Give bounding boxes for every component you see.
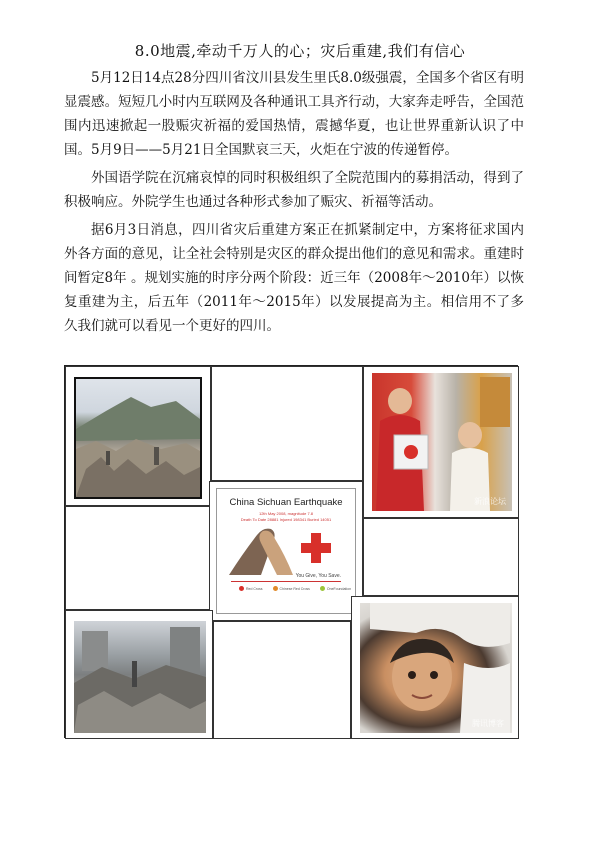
poster-stats-line: Death To Date 28881 Injured 198341 Buried 14051 xyxy=(240,517,332,522)
rescue-illustration xyxy=(372,373,512,511)
photo-cell-poster xyxy=(209,481,363,621)
paragraph-reconstruction: 据6月3日消息，四川省灾后重建方案正在抓紧制定中，方案将征求国内外各方面的意见，让全社会特别是灾区的群众提出他们的意见和需求。重建时间暂定8年 。规划实施的时序分两个阶段：近三年（2008年～2010年）以恢复重建为主，后五年（2011年～2015年）以发展提高为主。相信用不了多久我们就可以看见一个更好的四川。 xyxy=(64,222,524,334)
girl-photo xyxy=(360,603,512,733)
ruins-street-photo xyxy=(74,621,206,733)
poster-divider xyxy=(231,581,341,582)
photo-cell-girl xyxy=(351,596,519,739)
rescue-watermark: 新浪论坛 xyxy=(474,497,506,506)
photo-collage xyxy=(64,365,518,738)
rescue-photo xyxy=(372,373,512,511)
paragraph-donation: 外国语学院在沉痛哀悼的同时积极组织了全院范围内的募捐活动，得到了积极响应。外院学生也通过各种形式参加了赈灾、祈福等活动。 xyxy=(64,170,524,210)
empty-cell-top xyxy=(211,366,363,481)
girl-illustration xyxy=(360,603,512,733)
empty-cell-bottom xyxy=(213,621,351,739)
logo-red-cross: Red Cross xyxy=(239,586,263,591)
paragraph-earthquake: 5月12日14点28分四川省汶川县发生里氏8.0级强震，全国多个省区有明显震感。短短几小时内互联网及各种通讯工具齐行动，大家奔走呼告，全国范围内迅速掀起一股赈灾祈福的爱国热情，震撼华夏，也让世界重新认识了中国。5月9日——5月21日全国默哀三天，火炬在宁波的传递暂停。 xyxy=(64,70,524,158)
poster-title: China Sichuan Earthquake xyxy=(229,497,343,508)
poster-tagline: You Give, You Save. xyxy=(295,573,341,579)
article-body xyxy=(64,66,524,342)
one-foundation-logo-icon xyxy=(320,586,325,591)
logo-one-foundation: OneFoundation xyxy=(320,586,351,591)
girl-watermark: 腾讯博客 xyxy=(472,719,504,728)
photo-cell-rescue xyxy=(363,366,519,518)
ruins-mountain-photo xyxy=(74,377,202,499)
poster-logos xyxy=(239,586,351,591)
red-cross-logo-icon xyxy=(239,586,244,591)
ruins-mountain-illustration xyxy=(76,379,200,497)
earthquake-poster xyxy=(216,488,356,614)
handshake-red-cross-graphic xyxy=(227,521,337,575)
document-title: 8.0地震,牵动千万人的心；灾后重建,我们有信心 xyxy=(134,42,466,60)
logo-chinese-red-cross: Chinese Red Cross xyxy=(273,586,310,591)
chinese-red-cross-logo-icon xyxy=(273,586,278,591)
red-cross-horizontal xyxy=(301,543,331,553)
poster-date-line: 12th May 2008, magnitude 7.8 xyxy=(258,511,314,516)
empty-cell-right xyxy=(363,518,519,596)
photo-cell-ruins-street xyxy=(65,610,213,739)
empty-cell-left xyxy=(65,506,211,610)
photo-cell-ruins-mountain xyxy=(65,366,211,506)
ruins-street-illustration xyxy=(74,621,206,733)
